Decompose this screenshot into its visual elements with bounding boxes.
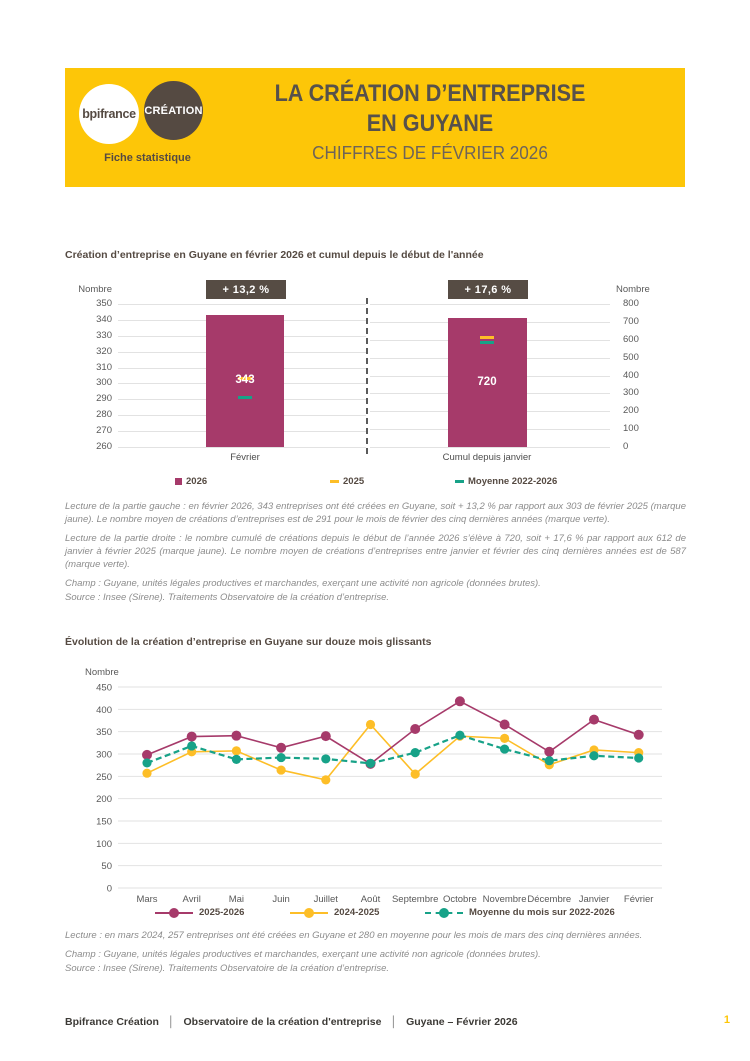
footer-edition: Guyane – Février 2026 — [406, 1016, 518, 1028]
data-point-2025-2026-Avril — [187, 732, 197, 742]
x-axis-tick: Novembre — [482, 894, 527, 905]
note-lecture-ligne: Lecture : en mars 2024, 257 entreprises ont été créées en Guyane et 280 en moyenne pour les mois de mars des cinq dernières années. — [65, 930, 643, 941]
y-axis-tick: 350 — [96, 298, 112, 309]
gridline — [370, 304, 610, 305]
y-axis-tick: 400 — [623, 369, 639, 381]
bar-chart-title: Création d’entreprise en Guyane en février 2026 et cumul depuis le début de l'année — [65, 249, 484, 261]
x-axis-tick: Septembre — [391, 894, 439, 905]
legend-label-2025-2026: 2025-2026 — [199, 907, 245, 918]
y-axis-tick: 270 — [96, 425, 112, 437]
legend-item-2026 — [175, 476, 207, 487]
legend-item-moyenne — [455, 476, 557, 487]
legend-swatch-2025-2026 — [155, 908, 193, 918]
marker-moyenne — [480, 341, 494, 344]
right-axis-unit: Nombre — [616, 284, 650, 295]
title-block — [215, 79, 645, 165]
y-axis-tick: 330 — [96, 329, 112, 341]
growth-badge-cumulative: + 17,6 % — [448, 280, 528, 299]
note-source: Source : Insee (Sirene). Traitements Observatoire de la création d’entreprise. — [65, 592, 390, 603]
line-chart-axis-unit: Nombre — [85, 667, 119, 678]
x-axis-tick: Janvier — [578, 894, 610, 905]
data-point-Moyenne du mois sur 2022-2026-Juin — [277, 753, 286, 762]
footer-org: Bpifrance Création — [65, 1016, 159, 1028]
data-point-Moyenne du mois sur 2022-2026-Mai — [232, 755, 241, 764]
y-axis-tick: 300 — [96, 749, 112, 761]
gridline — [118, 447, 366, 448]
legend-swatch-2025 — [330, 480, 339, 483]
y-axis-tick: 250 — [96, 771, 112, 783]
note-lecture-gauche: Lecture de la partie gauche : en février 2026, 343 entreprises ont été créées en Guyane, soit + 13,2 % par rapport aux 303 de février 2025 (marque jaune). Le nombre moyen de créations d’entreprises est de 291 pour le mois de février des cinq dernières années (marque verte). — [65, 501, 686, 525]
panel-divider-dashed-line — [366, 298, 368, 454]
creation-logo-text: CRÉATION — [144, 104, 203, 117]
y-axis-tick: 400 — [96, 704, 112, 716]
x-axis-tick: Décembre — [527, 894, 572, 905]
y-axis-tick: 0 — [623, 441, 629, 452]
data-point-Moyenne du mois sur 2022-2026-Août — [366, 759, 375, 768]
note-lecture-droite: Lecture de la partie droite : le nombre cumulé de créations depuis le début de l’année 2026 s’élève à 720, soit + 17,6 % par rapport aux 612 de janvier à février 2025 (marque jaune). Le nombre moyen de créations d’entreprises entre janvier et février des cinq dernières années est de 587 (marque verte). — [65, 533, 686, 570]
legend-label-2024-2025: 2024-2025 — [334, 907, 380, 918]
legend-item-2025-2026 — [155, 907, 244, 918]
y-axis-tick: 260 — [96, 441, 112, 452]
data-point-2025-2026-Décembre — [544, 747, 554, 757]
legend-label-2026: 2026 — [186, 476, 208, 487]
legend-item-2024-2025 — [290, 907, 379, 918]
y-axis-tick: 320 — [96, 345, 112, 357]
data-point-2025-2026-Novembre — [500, 720, 510, 730]
gridline — [118, 304, 366, 305]
note-source-2: Source : Insee (Sirene). Traitements Observatoire de la création d’entreprise. — [65, 963, 390, 974]
line-chart-plot-area — [65, 655, 685, 905]
page-number: 1 — [723, 1014, 730, 1026]
category-label-february: Février — [230, 452, 260, 463]
y-axis-tick: 310 — [96, 361, 112, 373]
data-point-2025-2026-Mai — [231, 731, 241, 741]
bar-chart-notes — [65, 500, 686, 610]
x-axis-tick: Juin — [272, 894, 290, 905]
x-axis-tick: Mars — [136, 894, 158, 905]
y-axis-tick: 100 — [96, 838, 112, 850]
data-point-Moyenne du mois sur 2022-2026-Février — [634, 753, 643, 762]
footer — [65, 1016, 685, 1028]
data-point-2024-2025-Novembre — [500, 734, 509, 743]
series-line-2024-2025 — [147, 725, 639, 780]
data-point-2025-2026-Septembre — [410, 724, 420, 734]
y-axis-tick: 350 — [96, 727, 112, 739]
bar-value-label: 720 — [477, 375, 497, 388]
data-point-Moyenne du mois sur 2022-2026-Janvier — [589, 751, 598, 760]
data-point-2025-2026-Octobre — [455, 696, 465, 706]
x-axis-tick: Mai — [228, 894, 245, 905]
y-axis-tick: 100 — [623, 423, 639, 435]
legend-item-moyenne-mois — [425, 907, 615, 918]
legend-label-2025: 2025 — [343, 476, 365, 487]
y-axis-tick: 290 — [96, 393, 112, 405]
footer-dept: Observatoire de la création d'entreprise — [183, 1016, 382, 1028]
line-chart — [65, 655, 685, 930]
y-axis-tick: 150 — [96, 816, 112, 828]
page-subtitle: CHIFFRES DE FÉVRIER 2026 — [312, 143, 548, 163]
legend-label-moyenne: Moyenne 2022-2026 — [468, 476, 558, 487]
line-chart-notes — [65, 929, 686, 981]
bar-value-label: 343 — [235, 374, 255, 387]
data-point-Moyenne du mois sur 2022-2026-Juillet — [321, 754, 330, 763]
y-axis-tick: 340 — [96, 313, 112, 325]
data-point-Moyenne du mois sur 2022-2026-Octobre — [455, 731, 464, 740]
line-chart-legend — [65, 907, 685, 921]
y-axis-tick: 0 — [106, 883, 112, 895]
x-axis-tick: Octobre — [443, 894, 477, 905]
y-axis-tick: 300 — [96, 377, 112, 389]
y-axis-tick: 300 — [623, 387, 639, 399]
x-axis-tick: Août — [360, 894, 381, 905]
bar-chart — [65, 280, 685, 495]
data-point-Moyenne du mois sur 2022-2026-Novembre — [500, 744, 509, 753]
legend-swatch-moyenne-mois — [425, 908, 463, 918]
y-axis-tick: 450 — [96, 682, 112, 694]
y-axis-tick: 700 — [623, 315, 639, 327]
data-point-2025-2026-Juillet — [321, 731, 331, 741]
note-champ: Champ : Guyane, unités légales productives et marchandes, exerçant une activité non agricole (données brutes). — [65, 578, 541, 589]
bar-chart-legend — [65, 476, 685, 490]
page-title-line2: EN GUYANE — [366, 110, 494, 137]
data-point-2024-2025-Juillet — [321, 775, 330, 784]
y-axis-tick: 50 — [101, 861, 112, 873]
x-axis-tick: Février — [623, 894, 654, 905]
bpifrance-logo — [79, 84, 139, 144]
y-axis-tick: 280 — [96, 409, 112, 421]
header-banner — [65, 68, 685, 187]
tagline: Fiche statistique — [104, 152, 191, 164]
data-point-2024-2025-Mai — [232, 746, 241, 755]
data-point-2024-2025-Août — [366, 720, 375, 729]
data-point-Moyenne du mois sur 2022-2026-Avril — [187, 741, 196, 750]
left-axis-unit: Nombre — [78, 284, 112, 295]
footer-separator: │ — [167, 1016, 175, 1028]
data-point-2024-2025-Juin — [277, 765, 286, 774]
line-chart-title: Évolution de la création d’entreprise en Guyane sur douze mois glissants — [65, 636, 432, 648]
note-champ-2: Champ : Guyane, unités légales productives et marchandes, exerçant une activité non agricole (données brutes). — [65, 949, 541, 960]
legend-swatch-moyenne — [455, 480, 464, 483]
y-axis-tick: 800 — [623, 298, 639, 309]
data-point-2025-2026-Juin — [276, 743, 286, 753]
data-point-Moyenne du mois sur 2022-2026-Décembre — [545, 756, 554, 765]
legend-label-moyenne-mois: Moyenne du mois sur 2022-2026 — [469, 907, 615, 918]
creation-logo — [144, 81, 203, 140]
gridline — [370, 447, 610, 448]
data-point-2025-2026-Février — [634, 730, 644, 740]
x-axis-tick: Avril — [182, 894, 201, 905]
legend-swatch-2026 — [175, 478, 182, 485]
category-label-cumulative: Cumul depuis janvier — [442, 452, 532, 463]
page-title-line1: LA CRÉATION D’ENTREPRISE — [274, 80, 586, 107]
data-point-Moyenne du mois sur 2022-2026-Septembre — [411, 748, 420, 757]
y-axis-tick: 600 — [623, 333, 639, 345]
legend-item-2025 — [330, 476, 364, 487]
footer-separator: │ — [390, 1016, 398, 1028]
growth-badge-february: + 13,2 % — [206, 280, 286, 299]
data-point-Moyenne du mois sur 2022-2026-Mars — [142, 758, 151, 767]
data-point-2024-2025-Septembre — [411, 770, 420, 779]
marker-moyenne — [238, 396, 252, 399]
x-axis-tick: Juillet — [313, 894, 338, 905]
data-point-2025-2026-Janvier — [589, 715, 599, 725]
legend-swatch-2024-2025 — [290, 908, 328, 918]
y-axis-tick: 200 — [623, 405, 639, 417]
bpifrance-logo-text: bpifrance — [82, 107, 136, 121]
y-axis-tick: 500 — [623, 351, 639, 363]
data-point-2024-2025-Mars — [142, 769, 151, 778]
marker-2025 — [480, 336, 494, 339]
y-axis-tick: 200 — [96, 794, 112, 806]
